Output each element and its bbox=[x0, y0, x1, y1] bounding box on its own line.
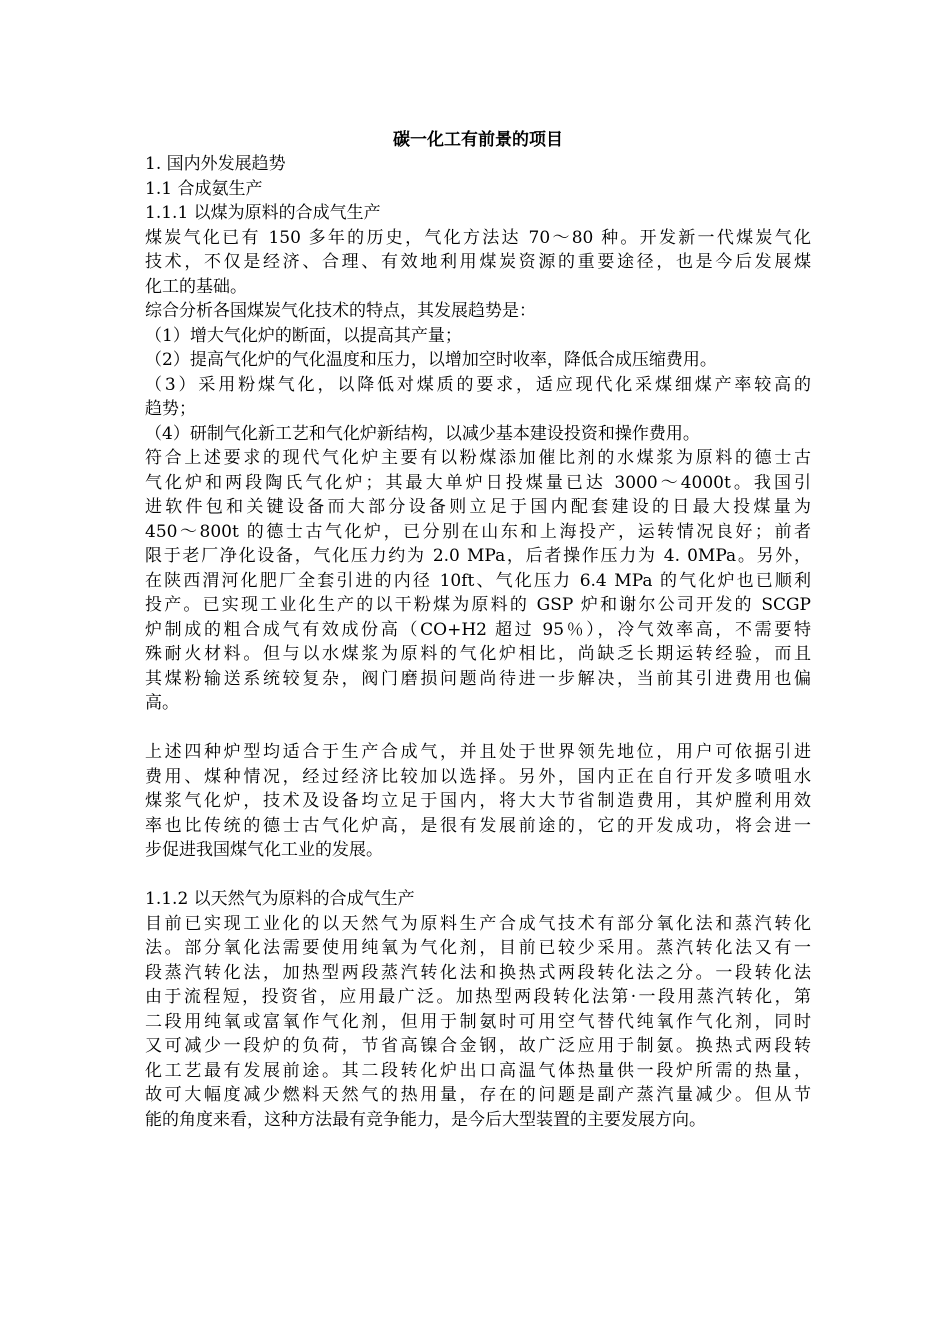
text-line: 煤炭气化已有 150 多年的历史，气化方法达 70～80 种。开发新一代煤炭气化 bbox=[145, 227, 811, 248]
heading-1-1-2: 1.1.2 以天然气为原料的合成气生产 bbox=[145, 889, 415, 909]
text-line: 气化炉和两段陶氏气化炉；其最大单炉日投煤量已达 3000～4000t。我国引 bbox=[145, 472, 811, 493]
text-line: 在陕西渭河化肥厂全套引进的内径 10ft、气化压力 6.4 MPa 的气化炉也已顺利 bbox=[145, 570, 811, 591]
text-line: 故可大幅度减少燃料天然气的热用量，存在的问题是副产蒸汽量减少。但从节 bbox=[145, 1085, 811, 1105]
text-line: 上述四种炉型均适合于生产合成气，并且处于世界领先地位，用户可依据引进 bbox=[145, 742, 811, 762]
text-line: 450～800t 的德士古气化炉，已分别在山东和上海投产，运转情况良好；前者 bbox=[145, 521, 811, 542]
list-item: （1）增大气化炉的断面，以提高其产量； bbox=[145, 325, 462, 346]
list-item: （4）研制气化新工艺和气化炉新结构，以减少基本建设投资和操作费用。 bbox=[145, 423, 700, 444]
blank-line bbox=[145, 863, 811, 888]
heading-1-1: 1.1 合成氨生产 bbox=[145, 178, 263, 199]
text-line: 由于流程短，投资省，应用最广泛。加热型两段转化法第·一段用蒸汽转化，第 bbox=[145, 987, 811, 1007]
text-line: 化工艺最有发展前途。其二段转化炉出口高温气体热量供一段炉所需的热量， bbox=[145, 1060, 811, 1081]
text-line: 进软件包和关键设备而大部分设备则立足于国内配套建设的日最大投煤量为 bbox=[145, 497, 811, 517]
list-item: （3）采用粉煤气化，以降低对煤质的要求，适应现代化采煤细煤产率较高的 bbox=[145, 374, 811, 395]
text-line: 综合分析各国煤炭气化技术的特点，其发展趋势是： bbox=[145, 301, 536, 321]
text-line: 其煤粉输送系统较复杂，阀门磨损问题尚待进一步解决，当前其引进费用也偏 bbox=[145, 668, 811, 689]
document-body bbox=[145, 128, 811, 1132]
text-line: 殊耐火材料。但与以水煤浆为原料的气化炉相比，尚缺乏长期运转经验，而且 bbox=[145, 644, 811, 664]
text-line: 投产。已实现工业化生产的以干粉煤为原料的 GSP 炉和谢尔公司开发的 SCGP bbox=[145, 595, 811, 615]
text-line: 化工的基础。 bbox=[145, 276, 247, 297]
text-line: 符合上述要求的现代气化炉主要有以粉煤添加催比剂的水煤浆为原料的德士古 bbox=[145, 448, 811, 468]
text-line: 费用、煤种情况，经过经济比较加以选择。另外，国内正在自行开发多喷咀水 bbox=[145, 766, 811, 787]
document-title: 碳一化工有前景的项目 bbox=[393, 130, 563, 150]
text-line: 率也比传统的德士古气化炉高，是很有发展前途的，它的开发成功，将会进一 bbox=[145, 815, 811, 836]
list-item: （2）提高气化炉的气化温度和压力，以增加空时收率，降低合成压缩费用。 bbox=[145, 350, 717, 370]
heading-1: 1. 国内外发展趋势 bbox=[145, 154, 286, 174]
text-line: 又可减少一段炉的负荷，节省高镍合金钢，故广泛应用于制氨。换热式两段转 bbox=[145, 1036, 811, 1056]
text-line: 步促进我国煤气化工业的发展。 bbox=[145, 840, 383, 860]
list-item: 趋势； bbox=[145, 399, 196, 419]
text-line: 法。部分氧化法需要使用纯氧为气化剂，目前已较少采用。蒸汽转化法又有一 bbox=[145, 938, 811, 958]
heading-1-1-1: 1.1.1 以煤为原料的合成气生产 bbox=[145, 203, 381, 223]
text-line: 炉制成的粗合成气有效成份高（CO+H2 超过 95％），冷气效率高，不需要特 bbox=[145, 619, 811, 640]
blank-line bbox=[145, 716, 811, 741]
text-line: 段蒸汽转化法，加热型两段蒸汽转化法和换热式两段转化法之分。一段转化法 bbox=[145, 962, 811, 983]
text-line: 二段用纯氧或富氧作气化剂，但用于制氨时可用空气替代纯氧作气化剂，同时 bbox=[145, 1011, 811, 1032]
text-line: 煤浆气化炉，技术及设备均立足于国内，将大大节省制造费用，其炉膛利用效 bbox=[145, 791, 811, 811]
text-line: 技术，不仅是经济、合理、有效地利用煤炭资源的重要途径，也是今后发展煤 bbox=[145, 252, 811, 272]
text-line: 限于老厂净化设备，气化压力约为 2.0 MPa，后者操作压力为 4. 0MPa。另外， bbox=[145, 546, 811, 566]
text-line: 能的角度来看，这种方法最有竞争能力，是今后大型装置的主要发展方向。 bbox=[145, 1109, 706, 1130]
text-line: 高。 bbox=[145, 693, 179, 713]
text-line: 目前已实现工业化的以天然气为原料生产合成气技术有部分氧化法和蒸汽转化 bbox=[145, 913, 811, 934]
